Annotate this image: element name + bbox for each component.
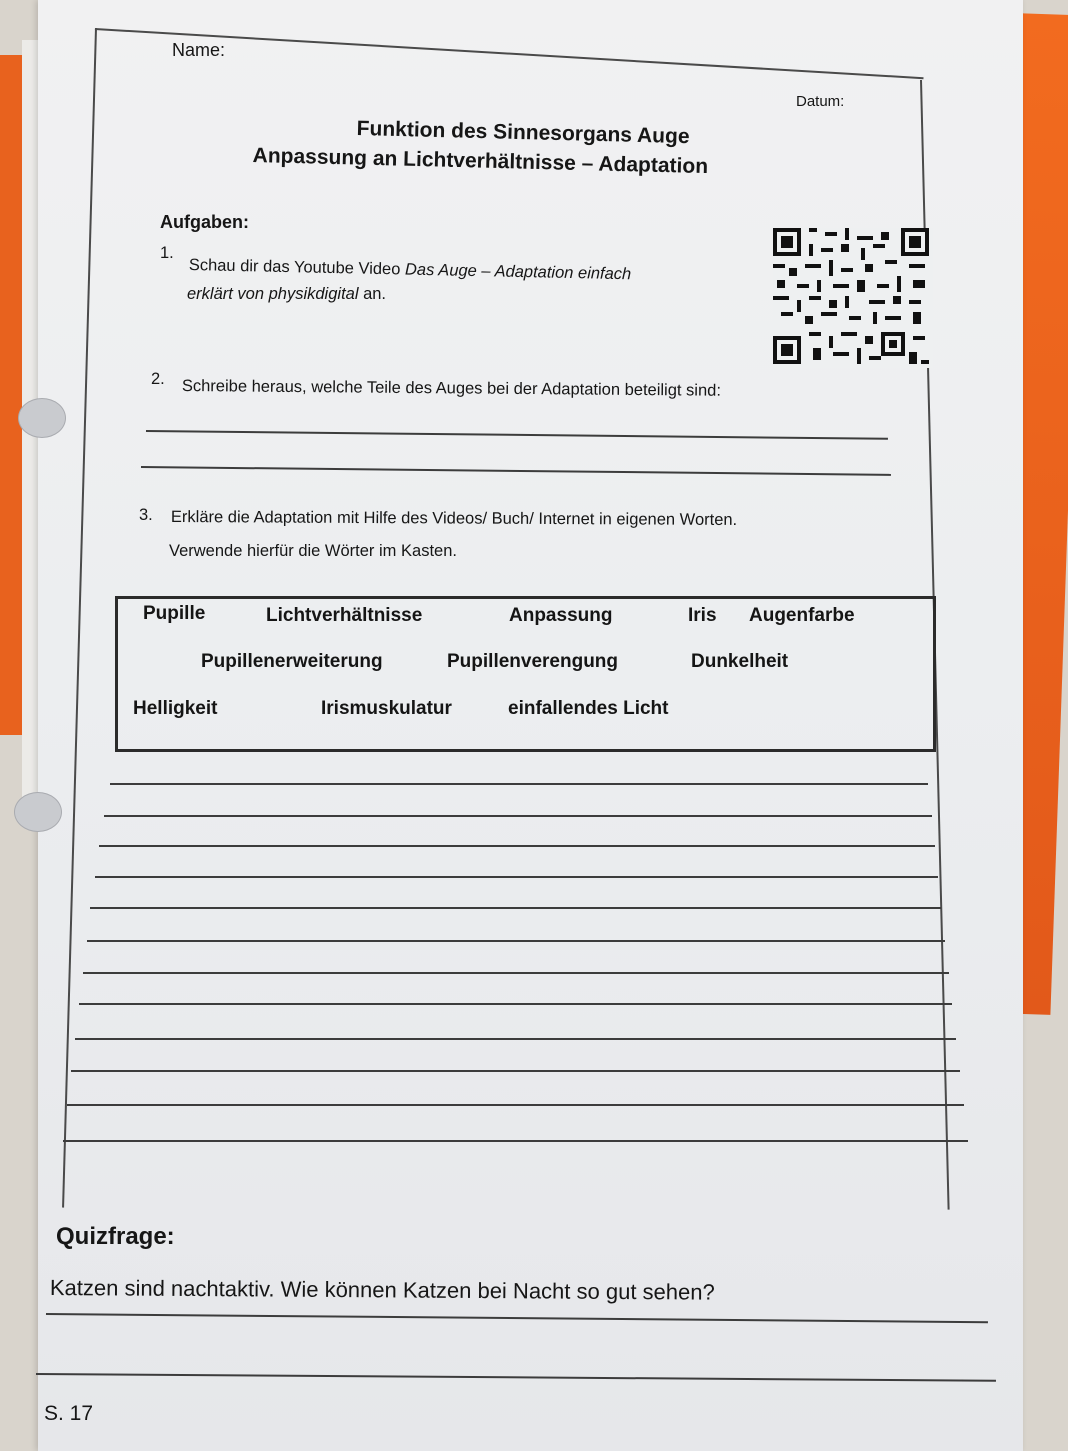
page-number: S. 17	[44, 1402, 94, 1425]
answer-line-task3-12[interactable]	[63, 1140, 968, 1142]
word-anpassung: Anpassung	[509, 605, 613, 626]
tasks-heading: Aufgaben:	[160, 212, 249, 232]
word-pupille: Pupille	[143, 603, 206, 624]
title-line-2: Anpassung an Lichtverhältnisse – Adaptation	[252, 144, 709, 179]
answer-line-task3-3[interactable]	[99, 845, 935, 847]
task3-line-a: Erkläre die Adaptation mit Hilfe des Videos/ Buch/ Internet in eigenen Worten.	[170, 508, 738, 529]
word-iris: Iris	[688, 605, 717, 626]
name-label: Name:	[172, 40, 226, 60]
task1-channel: erklärt von physikdigital	[187, 285, 359, 303]
punch-hole-top	[18, 398, 66, 438]
word-pupillenverengung: Pupillenverengung	[447, 651, 619, 672]
task1-text-a: Schau dir das Youtube Video	[188, 256, 406, 279]
task2-text: Schreibe heraus, welche Teile des Auges bei der Adaptation beteiligt sind:	[181, 377, 722, 400]
answer-line-task3-11[interactable]	[67, 1104, 964, 1106]
word-einfallendes-licht: einfallendes Licht	[508, 698, 669, 719]
word-helligkeit: Helligkeit	[133, 698, 218, 719]
task3-number: 3.	[139, 506, 153, 524]
task1-video-title: Das Auge – Adaptation einfach	[404, 260, 632, 284]
word-lichtverhaeltnisse: Lichtverhältnisse	[266, 605, 423, 626]
answer-line-task3-5[interactable]	[90, 907, 941, 909]
quiz-heading: Quizfrage:	[56, 1223, 175, 1250]
answer-line-task3-2[interactable]	[104, 815, 932, 817]
quiz-question: Katzen sind nachtaktiv. Wie können Katzen bei Nacht so gut sehen?	[49, 1275, 715, 1305]
punch-hole-bottom	[14, 792, 62, 832]
title-line-1: Funktion des Sinnesorgans Auge	[356, 117, 690, 149]
task1-line-b	[187, 285, 386, 304]
answer-line-task3-9[interactable]	[75, 1038, 956, 1040]
word-irismuskulatur: Irismuskulatur	[321, 698, 452, 719]
word-dunkelheit: Dunkelheit	[691, 651, 789, 672]
word-pupillenerweiterung: Pupillenerweiterung	[201, 651, 383, 672]
answer-line-task3-6[interactable]	[87, 940, 945, 942]
task2-number: 2.	[151, 370, 165, 388]
task1-number: 1.	[160, 244, 174, 262]
answer-line-task3-10[interactable]	[71, 1070, 960, 1072]
answer-line-task3-8[interactable]	[79, 1003, 952, 1005]
date-label: Datum:	[796, 93, 845, 110]
qr-code-icon[interactable]	[773, 228, 933, 368]
task1-text-c: an.	[358, 285, 387, 303]
word-augenfarbe: Augenfarbe	[749, 605, 855, 626]
answer-line-task3-4[interactable]	[95, 876, 938, 878]
answer-line-task3-1[interactable]	[110, 783, 928, 785]
task3-line-b: Verwende hierfür die Wörter im Kasten.	[169, 542, 457, 560]
answer-line-task3-7[interactable]	[83, 972, 949, 974]
